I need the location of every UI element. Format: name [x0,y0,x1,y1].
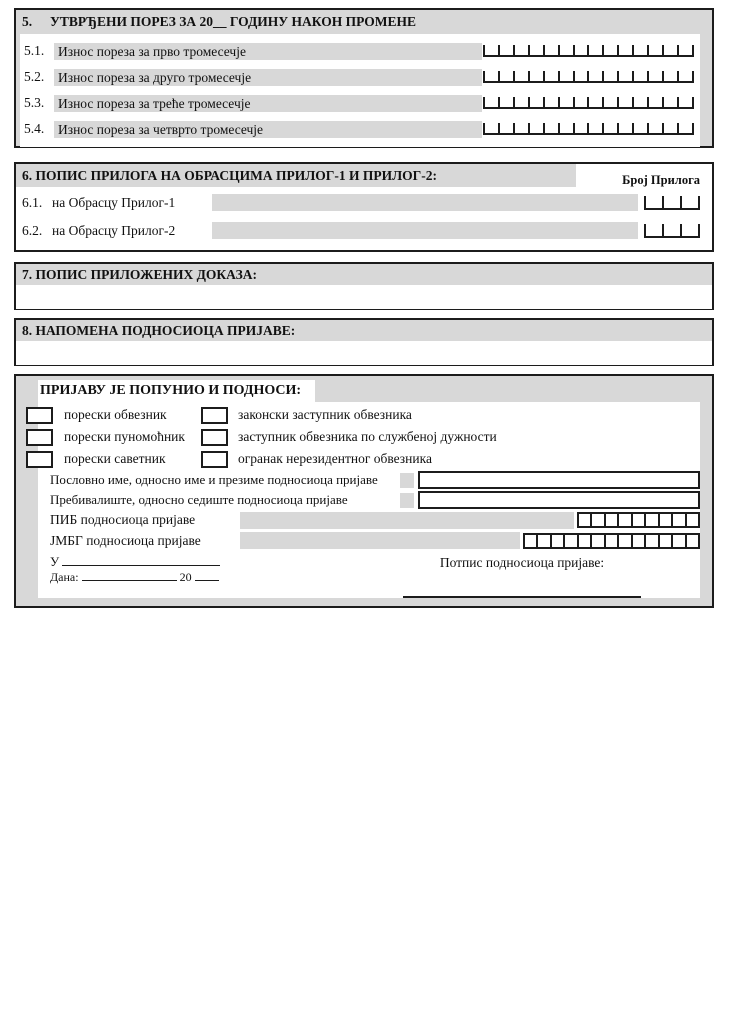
filer-residence-spacer [400,493,414,508]
place-label: У [50,553,60,569]
table-row [16,189,712,216]
filer-residence-input[interactable] [418,491,700,509]
signature-line [403,585,641,598]
checkbox-legal-representative-label: законски заступник обвезника [238,407,412,423]
checkbox-nonresident-branch-label: огранак нерезидентног обвезника [238,451,432,467]
section-6-header [16,164,712,188]
filer-jmbg-row [38,530,700,551]
checkbox-tax-proxy-label: порески пуномоћник [64,429,185,445]
row-5-2-label: Износ пореза за друго тромесечје [54,69,482,86]
attachment-count-label: Број Прилога [622,173,700,187]
date-input-line[interactable] [82,569,177,581]
section-8-text-area[interactable] [16,341,712,365]
row-5-3-number: 5.3. [24,95,45,110]
filer-name-input[interactable] [418,471,700,489]
table-row [22,90,696,116]
section-5-panel [20,34,700,147]
table-row [16,217,712,244]
table-row [22,116,696,142]
signature-block [372,554,672,598]
checkbox-legal-representative[interactable] [201,407,228,424]
section-9-panel [38,402,700,598]
row-5-4-number: 5.4. [24,121,45,136]
filer-type-row [38,448,700,470]
filer-type-row [38,426,700,448]
filer-pib-fill-bar [240,512,574,529]
filer-type-row [38,404,700,426]
section-5-header [16,10,712,32]
section-9-title: ПРИЈАВУ ЈЕ ПОПУНИО И ПОДНОСИ: [38,380,315,402]
checkbox-taxpayer-label: порески обвезник [64,407,167,423]
row-6-2-label: на Обрасцу Прилог-2 [52,222,176,238]
signature-label: Потпис подносиоца пријаве: [439,554,605,570]
place-line [50,554,220,569]
row-5-3-label: Износ пореза за треће тромесечје [54,95,482,112]
place-input-line[interactable] [62,554,220,566]
row-6-2-count-field[interactable] [644,224,700,238]
filer-pib-label: ПИБ подносиоца пријаве [50,512,196,528]
section-5-determined-tax [14,8,714,148]
section-8-filer-note [14,318,714,366]
place-date-block [50,554,220,598]
date-line [50,569,220,585]
checkbox-tax-proxy[interactable] [26,429,53,446]
checkbox-tax-advisor-label: порески саветник [64,451,166,467]
section-6-title: 6. ПОПИС ПРИЛОГА НА ОБРАСЦИМА ПРИЛОГ-1 И ПРИЛОГ-2: [16,164,576,187]
filer-name-spacer [400,473,414,488]
row-5-1-label: Износ пореза за прво тромесечје [54,43,482,60]
section-7-text-area[interactable] [16,285,712,309]
section-7-evidence-list [14,262,714,310]
filer-pib-row [38,510,700,531]
row-5-4-label: Износ пореза за четврто тромесечје [54,121,482,138]
section-7-title: 7. ПОПИС ПРИЛОЖЕНИХ ДОКАЗА: [16,264,712,285]
checkbox-nonresident-branch[interactable] [201,451,228,468]
row-6-1-number: 6.1. [22,194,43,210]
filer-name-label: Пословно име, односно име и презиме подносиоца пријаве [50,472,378,488]
row-6-1-fill-bar [212,194,638,211]
section-5-number: 5. [22,14,33,29]
checkbox-taxpayer[interactable] [26,407,53,424]
section-9-filer-info [14,374,714,608]
section-5-title: УТВРЂЕНИ ПОРЕЗ ЗА 20__ ГОДИНУ НАКОН ПРОМЕНЕ [50,14,417,29]
year-prefix: 20 [179,569,192,584]
section-6-attachments [14,162,714,252]
row-5-1-number: 5.1. [24,43,45,58]
filer-residence-row [38,490,700,510]
row-5-1-amount-field[interactable] [483,45,694,57]
place-date-signature-row [38,551,700,598]
section-8-title: 8. НАПОМЕНА ПОДНОСИОЦА ПРИЈАВЕ: [16,320,712,341]
filer-jmbg-fill-bar [240,532,520,549]
checkbox-official-duty-representative[interactable] [201,429,228,446]
row-6-2-number: 6.2. [22,222,43,238]
filer-residence-label: Пребивалиште, односно седиште подносиоца пријаве [50,492,348,508]
filer-jmbg-digit-boxes[interactable] [523,533,701,549]
filer-pib-digit-boxes[interactable] [577,512,701,528]
table-row [22,38,696,64]
year-input-line[interactable] [195,569,219,581]
checkbox-official-duty-representative-label: заступник обвезника по службеној дужности [238,429,497,445]
row-5-2-amount-field[interactable] [483,71,694,83]
table-row [22,64,696,90]
row-5-2-number: 5.2. [24,69,45,84]
row-5-4-amount-field[interactable] [483,123,694,135]
filer-jmbg-label: ЈМБГ подносиоца пријаве [50,532,201,548]
checkbox-tax-advisor[interactable] [26,451,53,468]
date-label: Дана: [50,569,79,584]
row-6-1-label: на Обрасцу Прилог-1 [52,194,176,210]
row-5-3-amount-field[interactable] [483,97,694,109]
filer-name-row [38,471,700,491]
row-6-1-count-field[interactable] [644,196,700,210]
row-6-2-fill-bar [212,222,638,239]
